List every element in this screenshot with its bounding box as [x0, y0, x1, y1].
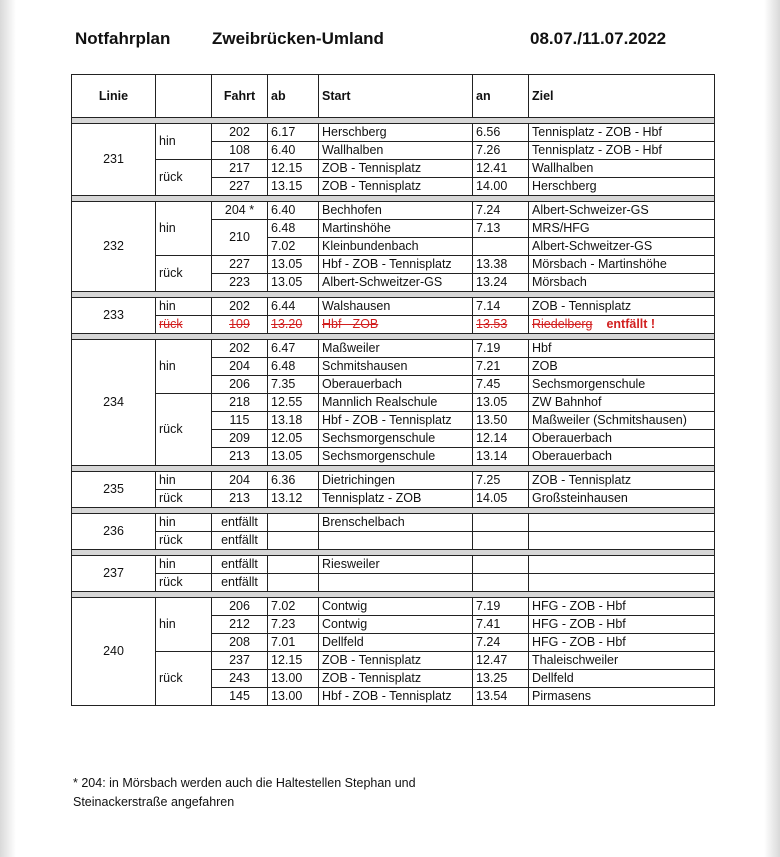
- fahrt-cell: 109: [212, 316, 268, 334]
- fahrt-cell: 210: [212, 220, 268, 256]
- destination-cell: Hbf: [529, 340, 715, 358]
- departure-time-cell: 13.00: [268, 688, 319, 706]
- departure-time-cell: 13.05: [268, 448, 319, 466]
- departure-time-cell: 13.05: [268, 274, 319, 292]
- departure-time-cell: 7.02: [268, 238, 319, 256]
- line-number-cell: 234: [72, 340, 156, 466]
- departure-time-cell: 6.40: [268, 142, 319, 160]
- fahrt-cell: 204: [212, 472, 268, 490]
- start-stop-cell: Riesweiler: [319, 556, 473, 574]
- departure-time-cell: [268, 532, 319, 550]
- page-edge-right: [764, 0, 780, 857]
- col-header-direction: [156, 75, 212, 118]
- line-number-cell: 231: [72, 124, 156, 196]
- table-row: [72, 160, 715, 178]
- table-row: [72, 202, 715, 220]
- table-row: [72, 598, 715, 616]
- arrival-time-cell: 12.47: [473, 652, 529, 670]
- arrival-time-cell: 13.24: [473, 274, 529, 292]
- start-stop-cell: Wallhalben: [319, 142, 473, 160]
- direction-cell: hin: [156, 556, 212, 574]
- direction-cell: hin: [156, 598, 212, 652]
- fahrt-cell: 202: [212, 298, 268, 316]
- fahrt-cell: 227: [212, 178, 268, 196]
- fahrt-cell: entfällt: [212, 556, 268, 574]
- line-number-cell: 233: [72, 298, 156, 334]
- arrival-time-cell: 13.50: [473, 412, 529, 430]
- arrival-time-cell: 7.13: [473, 220, 529, 238]
- departure-time-cell: 7.01: [268, 634, 319, 652]
- direction-cell: rück: [156, 574, 212, 592]
- direction-cell: hin: [156, 340, 212, 394]
- arrival-time-cell: 12.41: [473, 160, 529, 178]
- departure-time-cell: [268, 556, 319, 574]
- departure-time-cell: 13.00: [268, 670, 319, 688]
- destination-cell: Mörsbach: [529, 274, 715, 292]
- start-stop-cell: Maßweiler: [319, 340, 473, 358]
- direction-cell: hin: [156, 514, 212, 532]
- start-stop-cell: Sechsmorgenschule: [319, 448, 473, 466]
- cancelled-note: entfällt !: [606, 317, 656, 331]
- destination-cell: [529, 514, 715, 532]
- departure-time-cell: 13.20: [268, 316, 319, 334]
- destination-cell: MRS/HFG: [529, 220, 715, 238]
- arrival-time-cell: 13.54: [473, 688, 529, 706]
- start-stop-cell: Dellfeld: [319, 634, 473, 652]
- fahrt-cell: 227: [212, 256, 268, 274]
- departure-time-cell: 7.02: [268, 598, 319, 616]
- fahrt-cell: 204 *: [212, 202, 268, 220]
- timetable-body: [72, 75, 715, 706]
- arrival-time-cell: [473, 514, 529, 532]
- fahrt-cell: 237: [212, 652, 268, 670]
- destination-cell: Sechsmorgenschule: [529, 376, 715, 394]
- destination-cell: Oberauerbach: [529, 448, 715, 466]
- departure-time-cell: 6.44: [268, 298, 319, 316]
- departure-time-cell: 7.35: [268, 376, 319, 394]
- start-stop-cell: Contwig: [319, 598, 473, 616]
- departure-time-cell: 13.18: [268, 412, 319, 430]
- region-title: Zweibrücken-Umland: [212, 29, 384, 48]
- fahrt-cell: 202: [212, 124, 268, 142]
- fahrt-cell: 213: [212, 448, 268, 466]
- destination-cell: Dellfeld: [529, 670, 715, 688]
- departure-time-cell: 13.12: [268, 490, 319, 508]
- departure-time-cell: 12.15: [268, 652, 319, 670]
- start-stop-cell: Martinshöhe: [319, 220, 473, 238]
- arrival-time-cell: 7.19: [473, 598, 529, 616]
- table-row: [72, 514, 715, 532]
- start-stop-cell: Bechhofen: [319, 202, 473, 220]
- arrival-time-cell: 7.24: [473, 202, 529, 220]
- table-row: [72, 124, 715, 142]
- timetable: [71, 74, 715, 706]
- fahrt-cell: 108: [212, 142, 268, 160]
- arrival-time-cell: 13.38: [473, 256, 529, 274]
- date-range: 08.07./11.07.2022: [530, 29, 667, 48]
- arrival-time-cell: 13.14: [473, 448, 529, 466]
- line-number-cell: 237: [72, 556, 156, 592]
- start-stop-cell: Herschberg: [319, 124, 473, 142]
- start-stop-cell: Hbf - ZOB - Tennisplatz: [319, 688, 473, 706]
- destination-cell: ZOB - Tennisplatz: [529, 472, 715, 490]
- departure-time-cell: [268, 514, 319, 532]
- fahrt-cell: 212: [212, 616, 268, 634]
- arrival-time-cell: 7.41: [473, 616, 529, 634]
- table-row: [72, 394, 715, 412]
- destination-cell: Albert-Schweizer-GS: [529, 202, 715, 220]
- start-stop-cell: ZOB - Tennisplatz: [319, 670, 473, 688]
- start-stop-cell: Walshausen: [319, 298, 473, 316]
- start-stop-cell: Dietrichingen: [319, 472, 473, 490]
- footnote-line-2: Steinackerstraße angefahren: [73, 795, 235, 809]
- arrival-time-cell: 7.25: [473, 472, 529, 490]
- start-stop-cell: ZOB - Tennisplatz: [319, 160, 473, 178]
- destination-cell: ZW Bahnhof: [529, 394, 715, 412]
- destination-cell: HFG - ZOB - Hbf: [529, 634, 715, 652]
- start-stop-cell: [319, 574, 473, 592]
- arrival-time-cell: 7.24: [473, 634, 529, 652]
- start-stop-cell: Albert-Schweitzer-GS: [319, 274, 473, 292]
- fahrt-cell: entfällt: [212, 514, 268, 532]
- table-row: [72, 256, 715, 274]
- start-stop-cell: Hbf - ZOB - Tennisplatz: [319, 256, 473, 274]
- start-stop-cell: Contwig: [319, 616, 473, 634]
- fahrt-cell: entfällt: [212, 532, 268, 550]
- arrival-time-cell: 12.14: [473, 430, 529, 448]
- departure-time-cell: 12.55: [268, 394, 319, 412]
- start-stop-cell: Brenschelbach: [319, 514, 473, 532]
- arrival-time-cell: 7.45: [473, 376, 529, 394]
- line-number-cell: 232: [72, 202, 156, 292]
- arrival-time-cell: 13.25: [473, 670, 529, 688]
- direction-cell: hin: [156, 202, 212, 256]
- start-stop-cell: Schmitshausen: [319, 358, 473, 376]
- destination-cell: Maßweiler (Schmitshausen): [529, 412, 715, 430]
- fahrt-cell: 217: [212, 160, 268, 178]
- start-stop-cell: Sechsmorgenschule: [319, 430, 473, 448]
- direction-cell: hin: [156, 298, 212, 316]
- fahrt-cell: 218: [212, 394, 268, 412]
- fahrt-cell: 145: [212, 688, 268, 706]
- col-header-start: Start: [319, 75, 473, 118]
- destination-cell: [529, 574, 715, 592]
- table-row: [72, 652, 715, 670]
- line-number-cell: 235: [72, 472, 156, 508]
- direction-cell: rück: [156, 316, 212, 334]
- start-stop-cell: Oberauerbach: [319, 376, 473, 394]
- fahrt-cell: 213: [212, 490, 268, 508]
- destination-cell: Pirmasens: [529, 688, 715, 706]
- destination-cell: ZOB: [529, 358, 715, 376]
- fahrt-cell: 243: [212, 670, 268, 688]
- arrival-time-cell: [473, 238, 529, 256]
- arrival-time-cell: 7.26: [473, 142, 529, 160]
- footnote-line-1: * 204: in Mörsbach werden auch die Haltestellen Stephan und: [73, 776, 416, 790]
- fahrt-cell: 115: [212, 412, 268, 430]
- fahrt-cell: 208: [212, 634, 268, 652]
- start-stop-cell: Tennisplatz - ZOB: [319, 490, 473, 508]
- departure-time-cell: [268, 574, 319, 592]
- table-row: [72, 556, 715, 574]
- arrival-time-cell: [473, 532, 529, 550]
- departure-time-cell: 6.17: [268, 124, 319, 142]
- col-header-linie: Linie: [72, 75, 156, 118]
- arrival-time-cell: 6.56: [473, 124, 529, 142]
- col-header-ab: ab: [268, 75, 319, 118]
- destination-text: Riedelberg: [532, 317, 593, 331]
- destination-cell: [529, 556, 715, 574]
- fahrt-cell: 209: [212, 430, 268, 448]
- table-row: [72, 340, 715, 358]
- departure-time-cell: 13.15: [268, 178, 319, 196]
- start-stop-cell: ZOB - Tennisplatz: [319, 178, 473, 196]
- arrival-time-cell: 14.00: [473, 178, 529, 196]
- arrival-time-cell: 7.14: [473, 298, 529, 316]
- fahrt-cell: 202: [212, 340, 268, 358]
- start-stop-cell: Mannlich Realschule: [319, 394, 473, 412]
- arrival-time-cell: 7.19: [473, 340, 529, 358]
- start-stop-cell: Hbf - ZOB - Tennisplatz: [319, 412, 473, 430]
- departure-time-cell: 6.48: [268, 358, 319, 376]
- departure-time-cell: 6.40: [268, 202, 319, 220]
- arrival-time-cell: [473, 574, 529, 592]
- departure-time-cell: 7.23: [268, 616, 319, 634]
- fahrt-cell: 204: [212, 358, 268, 376]
- direction-cell: hin: [156, 124, 212, 160]
- destination-cell: [529, 532, 715, 550]
- start-stop-cell: ZOB - Tennisplatz: [319, 652, 473, 670]
- destination-cell: [529, 316, 715, 334]
- destination-cell: Albert-Schweitzer-GS: [529, 238, 715, 256]
- arrival-time-cell: [473, 556, 529, 574]
- fahrt-cell: entfällt: [212, 574, 268, 592]
- destination-cell: Großsteinhausen: [529, 490, 715, 508]
- destination-cell: HFG - ZOB - Hbf: [529, 616, 715, 634]
- arrival-time-cell: 13.53: [473, 316, 529, 334]
- direction-cell: rück: [156, 256, 212, 292]
- fahrt-cell: 206: [212, 376, 268, 394]
- departure-time-cell: 6.48: [268, 220, 319, 238]
- fahrt-cell: 206: [212, 598, 268, 616]
- start-stop-cell: Kleinbundenbach: [319, 238, 473, 256]
- direction-cell: rück: [156, 160, 212, 196]
- direction-cell: rück: [156, 532, 212, 550]
- table-row: [72, 298, 715, 316]
- destination-cell: Thaleischweiler: [529, 652, 715, 670]
- arrival-time-cell: 13.05: [473, 394, 529, 412]
- start-stop-cell: [319, 532, 473, 550]
- start-stop-cell: Hbf - ZOB: [319, 316, 473, 334]
- destination-cell: HFG - ZOB - Hbf: [529, 598, 715, 616]
- direction-cell: hin: [156, 472, 212, 490]
- line-number-cell: 240: [72, 598, 156, 706]
- destination-cell: ZOB - Tennisplatz: [529, 298, 715, 316]
- document-title: Notfahrplan: [75, 29, 171, 48]
- destination-cell: Tennisplatz - ZOB - Hbf: [529, 124, 715, 142]
- table-row: [72, 532, 715, 550]
- destination-cell: Oberauerbach: [529, 430, 715, 448]
- page-edge-left: [0, 0, 16, 857]
- col-header-fahrt: Fahrt: [212, 75, 268, 118]
- col-header-ziel: Ziel: [529, 75, 715, 118]
- arrival-time-cell: 14.05: [473, 490, 529, 508]
- destination-cell: Tennisplatz - ZOB - Hbf: [529, 142, 715, 160]
- direction-cell: rück: [156, 490, 212, 508]
- table-row: [72, 574, 715, 592]
- table-row: [72, 316, 715, 334]
- header-row: [72, 75, 715, 118]
- departure-time-cell: 6.47: [268, 340, 319, 358]
- col-header-an: an: [473, 75, 529, 118]
- table-row: [72, 490, 715, 508]
- fahrt-cell: 223: [212, 274, 268, 292]
- departure-time-cell: 6.36: [268, 472, 319, 490]
- departure-time-cell: 13.05: [268, 256, 319, 274]
- destination-cell: Mörsbach - Martinshöhe: [529, 256, 715, 274]
- destination-cell: Herschberg: [529, 178, 715, 196]
- table-row: [72, 472, 715, 490]
- direction-cell: rück: [156, 652, 212, 706]
- departure-time-cell: 12.15: [268, 160, 319, 178]
- line-number-cell: 236: [72, 514, 156, 550]
- direction-cell: rück: [156, 394, 212, 466]
- destination-cell: Wallhalben: [529, 160, 715, 178]
- departure-time-cell: 12.05: [268, 430, 319, 448]
- arrival-time-cell: 7.21: [473, 358, 529, 376]
